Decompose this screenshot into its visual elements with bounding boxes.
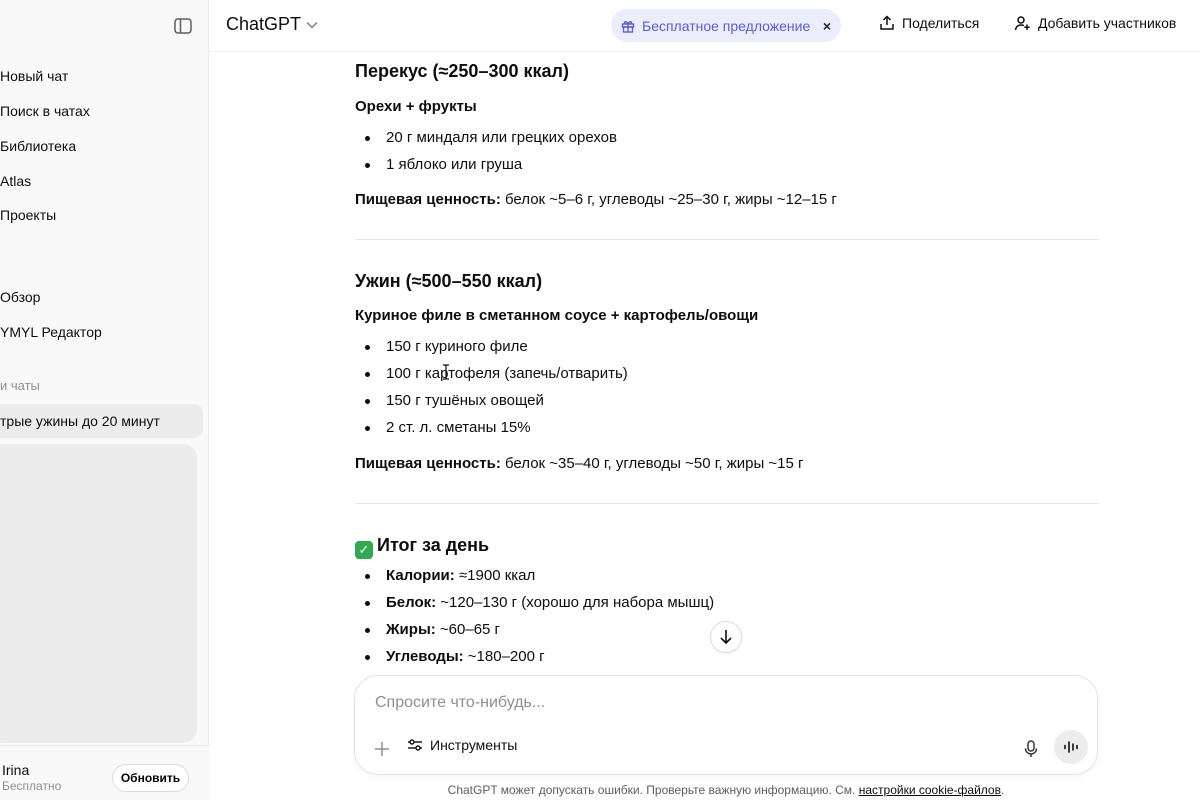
- nutrition-value: белок ~5–6 г, углеводы ~25–30 г, жиры ~12–15 г: [500, 191, 837, 208]
- upgrade-button[interactable]: Обновить: [112, 764, 189, 792]
- sidebar-item-label: Atlas: [0, 173, 32, 189]
- nutrition-value: белок ~35–40 г, углеводы ~50 г, жиры ~15 г: [500, 455, 804, 472]
- list-item: Углеводы: ~180–200 г: [365, 647, 545, 667]
- arrow-down-icon: [719, 629, 733, 645]
- snack-subheading: Орехи + фрукты: [355, 98, 477, 115]
- list-item: Жиры: ~60–65 г: [365, 620, 500, 640]
- sidebar-item-label: Проекты: [0, 207, 57, 223]
- snack-nutrition: [355, 190, 837, 210]
- dictate-button[interactable]: [1019, 737, 1043, 761]
- share-label: Поделиться: [902, 15, 980, 31]
- cookie-settings-link[interactable]: настройки cookie-файлов: [858, 783, 1001, 797]
- disclaimer-end: .: [1000, 783, 1005, 797]
- add-person-icon: [1014, 15, 1031, 31]
- nutrition-label: Пищевая ценность:: [355, 191, 501, 208]
- model-picker[interactable]: [226, 14, 318, 35]
- top-header: [209, 0, 1200, 52]
- summary-title: Итог за день: [377, 535, 490, 555]
- sidebar-blank-panel: [0, 444, 197, 743]
- chats-section-label: и чаты: [0, 378, 40, 393]
- divider: [355, 503, 1099, 504]
- list-item: 20 г миндаля или грецких орехов: [365, 128, 617, 148]
- dinner-subheading: Куриное филе в сметанном соусе + картофель/овощи: [355, 307, 759, 324]
- list-item: 2 ст. л. сметаны 15%: [365, 418, 531, 438]
- chevron-down-icon: [306, 21, 318, 29]
- promo-pill[interactable]: [611, 9, 841, 42]
- sidebar-item-new-chat[interactable]: [0, 61, 68, 91]
- voice-mode-button[interactable]: [1054, 730, 1088, 764]
- sliders-icon: [407, 738, 423, 752]
- list-item: 150 г тушёных овощей: [365, 391, 544, 411]
- sidebar-item-label: Библиотека: [0, 138, 77, 154]
- voice-waveform-icon: [1063, 740, 1079, 754]
- nutrition-label: Пищевая ценность:: [355, 455, 501, 472]
- add-people-label: Добавить участников: [1038, 15, 1177, 31]
- share-icon: [879, 15, 895, 31]
- sidebar-item-search-chats[interactable]: [0, 96, 90, 126]
- list-item: 100 г картофеля (запечь/отварить): [365, 364, 628, 384]
- tools-label: Инструменты: [430, 737, 518, 753]
- user-plan: Бесплатно: [2, 779, 62, 793]
- sidebar-toggle-icon[interactable]: [171, 14, 195, 38]
- plus-icon: [374, 741, 390, 757]
- list-item: Белок: ~120–130 г (хорошо для набора мышц): [365, 593, 714, 613]
- user-name[interactable]: Irina: [2, 762, 30, 778]
- sidebar-item-label: Новый чат: [0, 68, 69, 84]
- section-heading-summary: [355, 535, 489, 559]
- check-mark-icon: ✓: [355, 541, 373, 559]
- promo-close-icon[interactable]: ×: [822, 17, 831, 34]
- sidebar-item-gpt-explore[interactable]: [0, 282, 40, 312]
- sidebar-item-label: Поиск в чатах: [0, 103, 90, 119]
- divider: [355, 239, 1099, 240]
- section-heading-dinner: Ужин (≈500–550 ккал): [355, 271, 543, 291]
- sidebar: [0, 0, 209, 800]
- promo-label: Бесплатное предложение: [642, 17, 811, 34]
- sidebar-item-library[interactable]: [0, 131, 76, 161]
- sidebar-item-label: Обзор: [0, 289, 41, 305]
- microphone-icon: [1024, 740, 1038, 758]
- text-cursor-icon: [442, 364, 450, 380]
- add-people-button[interactable]: [1014, 15, 1176, 31]
- message-composer: [354, 675, 1098, 775]
- scroll-down-button[interactable]: [710, 621, 742, 653]
- disclaimer-text: ChatGPT может допускать ошибки. Проверьте важную информацию. См.: [447, 783, 859, 797]
- dinner-nutrition: [355, 454, 804, 474]
- tools-button[interactable]: [407, 737, 517, 753]
- chat-title: трые ужины до 20 минут: [0, 413, 160, 429]
- model-name: ChatGPT: [226, 14, 302, 34]
- list-item: 1 яблоко или груша: [365, 155, 522, 175]
- section-heading-snack: Перекус (≈250–300 ккал): [355, 61, 569, 81]
- sidebar-item-label: YMYL Редактор: [0, 324, 102, 340]
- gift-icon: [621, 19, 635, 33]
- share-button[interactable]: [879, 15, 979, 31]
- footer-disclaimer: [0, 783, 1200, 797]
- list-item: Калории: ≈1900 ккал: [365, 566, 535, 586]
- sidebar-chat-active[interactable]: [0, 404, 203, 438]
- prompt-input[interactable]: [375, 694, 975, 712]
- list-item: 150 г куриного филе: [365, 337, 528, 357]
- sidebar-item-atlas[interactable]: [0, 166, 31, 196]
- sidebar-item-projects[interactable]: [0, 200, 56, 230]
- add-attachment-button[interactable]: [371, 738, 393, 760]
- sidebar-item-gpt-ymyl-editor[interactable]: [0, 317, 102, 347]
